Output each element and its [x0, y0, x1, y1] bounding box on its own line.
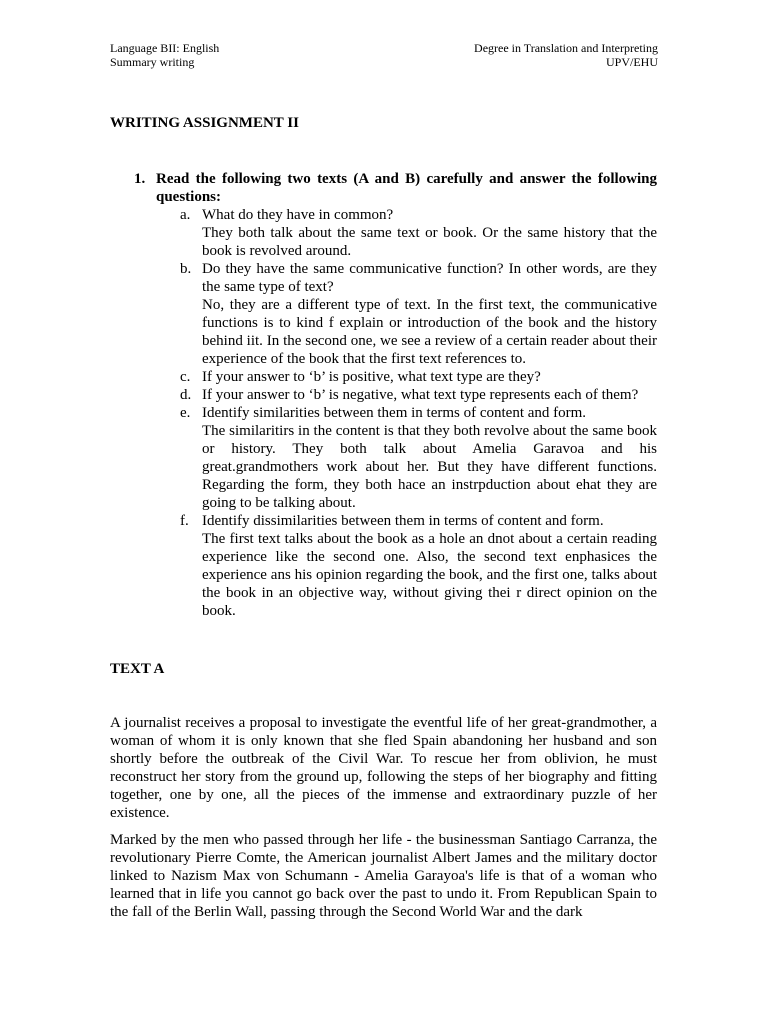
- item-letter: f.: [180, 513, 189, 529]
- item-answer: The first text talks about the book as a hole an dnot about a certain reading experience like the second one. Also, the second text enphasices the experience ans his opinion regarding the book, and the first one, talks about the book in an objective way, without giving thei r direct opinion on the book.: [202, 531, 657, 619]
- degree-name: Degree in Translation and Interpreting: [474, 41, 658, 55]
- course-subtitle: Summary writing: [110, 55, 195, 69]
- question-item: [156, 386, 657, 404]
- item-letter: d.: [180, 387, 192, 403]
- item-question: Identify similarities between them in terms of content and form.: [202, 405, 587, 421]
- item-question: If your answer to ‘b’ is negative, what text type represents each of them?: [202, 387, 639, 403]
- question-block: [110, 170, 657, 620]
- item-answer: No, they are a different type of text. In the first text, the communicative functions is to kind f explain or introduction of the book and the history behind iit. In the second one, we see a review of a certain reader about their experience of the book that the first text references to.: [202, 297, 657, 367]
- assignment-title: WRITING ASSIGNMENT II: [110, 115, 299, 131]
- question-item: [156, 512, 657, 620]
- header-right: [474, 41, 658, 69]
- university-name: UPV/EHU: [605, 55, 658, 69]
- question-text: Read the following two texts (A and B) carefully and answer the following questions:: [156, 171, 657, 205]
- question-number: 1.: [134, 171, 146, 187]
- question-item: [156, 404, 657, 512]
- question-item: [156, 260, 657, 368]
- item-answer: They both talk about the same text or book. Or the same history that the book is revolved around.: [202, 225, 657, 259]
- question-item: [156, 206, 657, 260]
- item-question: What do they have in common?: [202, 207, 394, 223]
- item-letter: a.: [180, 207, 191, 223]
- item-letter: b.: [180, 261, 192, 277]
- paragraph: Marked by the men who passed through her life - the businessman Santiago Carranza, the revolutionary Pierre Comte, the American journalist Albert James and the military doctor linked to Nazism Max von Schumann - Amelia Garayoa's life is that of a woman who learned that in life you cannot go back over the past to undo it. From Republican Spain to the fall of the Berlin Wall, passing through the Second World War and the dark: [110, 832, 657, 920]
- item-letter: e.: [180, 405, 191, 421]
- text-a-heading: TEXT A: [110, 661, 165, 677]
- item-letter: c.: [180, 369, 191, 385]
- question-items: [156, 206, 657, 620]
- paragraph: A journalist receives a proposal to investigate the eventful life of her great-grandmother, a woman of whom it is only known that she fled Spain abandoning her husband and son shortly before the outbreak of the Civil War. To rescue her from oblivion, he must reconstruct her story from the ground up, following the steps of her biography and fitting together, one by one, all the pieces of the immense and extraordinary puzzle of her existence.: [110, 715, 657, 821]
- item-question: Identify dissimilarities between them in terms of content and form.: [202, 513, 604, 529]
- course-name: Language BII: English: [110, 41, 220, 55]
- item-question: If your answer to ‘b’ is positive, what text type are they?: [202, 369, 541, 385]
- item-question: Do they have the same communicative function? In other words, are they the same type of text?: [202, 261, 657, 295]
- question-item: [156, 368, 657, 386]
- item-answer: The similaritirs in the content is that they both revolve about the same book or history. They both talk about Amelia Garavoa and his great.grandmothers work about her. But they have different functions. Regarding the form, they both hace an instrpduction about ehat they are going to be talking about.: [202, 423, 657, 511]
- header-left: [110, 41, 219, 69]
- text-a-body: [110, 714, 657, 930]
